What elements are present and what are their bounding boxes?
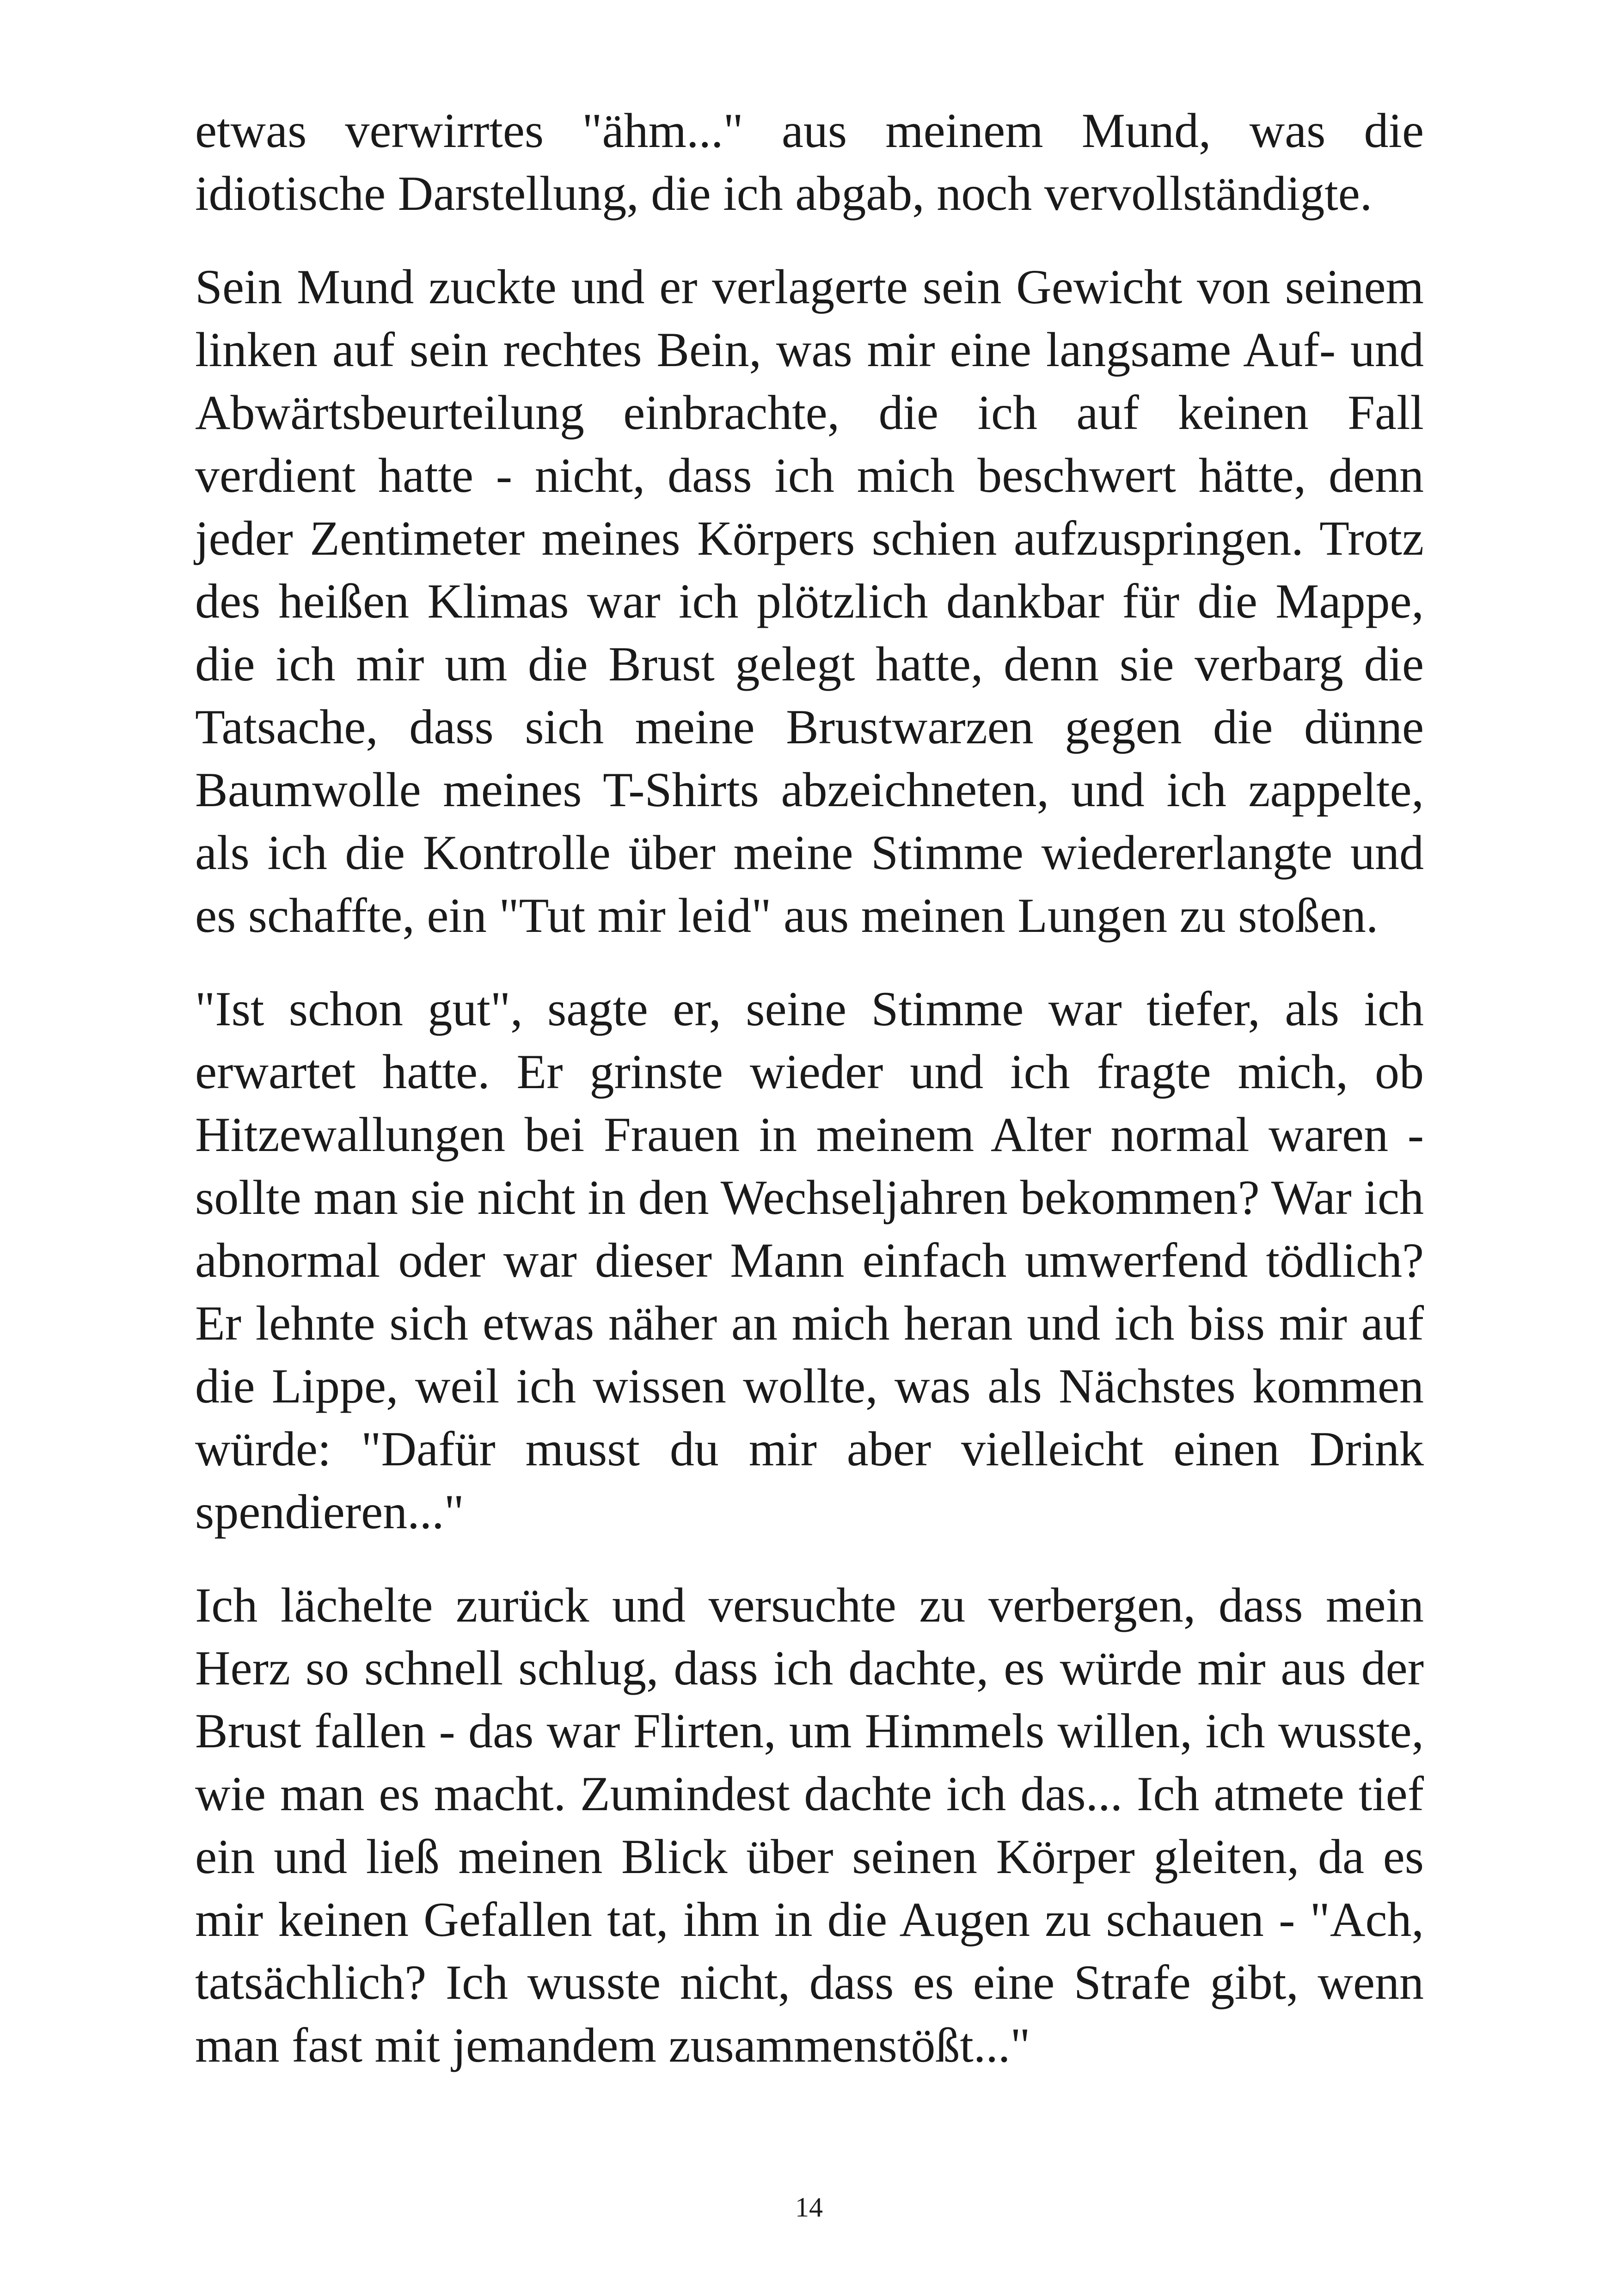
paragraph-2: Sein Mund zuckte und er verlagerte sein Gewicht von seinem linken auf sein rechtes Bein, was mir eine langsame Auf- und Abwärtsbeurteilung einbrachte, die ich auf keinen Fall verdient hatte - nicht, dass ich mich beschwert hätte, denn jeder Zentimeter meines Körpers schien aufzuspringen. Trotz des heißen Klimas war ich plötzlich dankbar für die Mappe, die ich mir um die Brust gelegt hatte, denn sie verbarg die Tatsache, dass sich meine Brustwarzen gegen die dünne Baumwolle meines T-Shirts abzeichneten, und ich zappelte, als ich die Kontrolle über meine Stimme wiedererlangte und es schaffte, ein "Tut mir leid" aus meinen Lungen zu stoßen. [195, 260, 1424, 943]
paragraph-1: etwas verwirrtes "ähm..." aus meinem Mund, was die idiotische Darstellung, die ich abgab, noch vervollständigte. [195, 104, 1424, 220]
paragraph-4: Ich lächelte zurück und versuchte zu verbergen, dass mein Herz so schnell schlug, dass ich dachte, es würde mir aus der Brust fallen - das war Flirten, um Himmels willen, ich wusste, wie man es macht. Zumindest dachte ich das... Ich atmete tief ein und ließ meinen Blick über seinen Körper gleiten, da es mir keinen Gefallen tat, ihm in die Augen zu schauen - "Ach, tatsächlich? Ich wusste nicht, dass es eine Strafe gibt, wenn man fast mit jemandem zusammenstößt..." [195, 1578, 1424, 2072]
page-number: 14 [795, 2192, 823, 2223]
body-text [195, 99, 1424, 2077]
paragraph-3: "Ist schon gut", sagte er, seine Stimme war tiefer, als ich erwartet hatte. Er grinste wieder und ich fragte mich, ob Hitzewallungen bei Frauen in meinem Alter normal waren - sollte man sie nicht in den Wechseljahren bekommen? War ich abnormal oder war dieser Mann einfach umwerfend tödlich? Er lehnte sich etwas näher an mich heran und ich biss mir auf die Lippe, weil ich wissen wollte, was als Nächstes kommen würde: "Dafür musst du mir aber vielleicht einen Drink spendieren..." [195, 982, 1424, 1539]
